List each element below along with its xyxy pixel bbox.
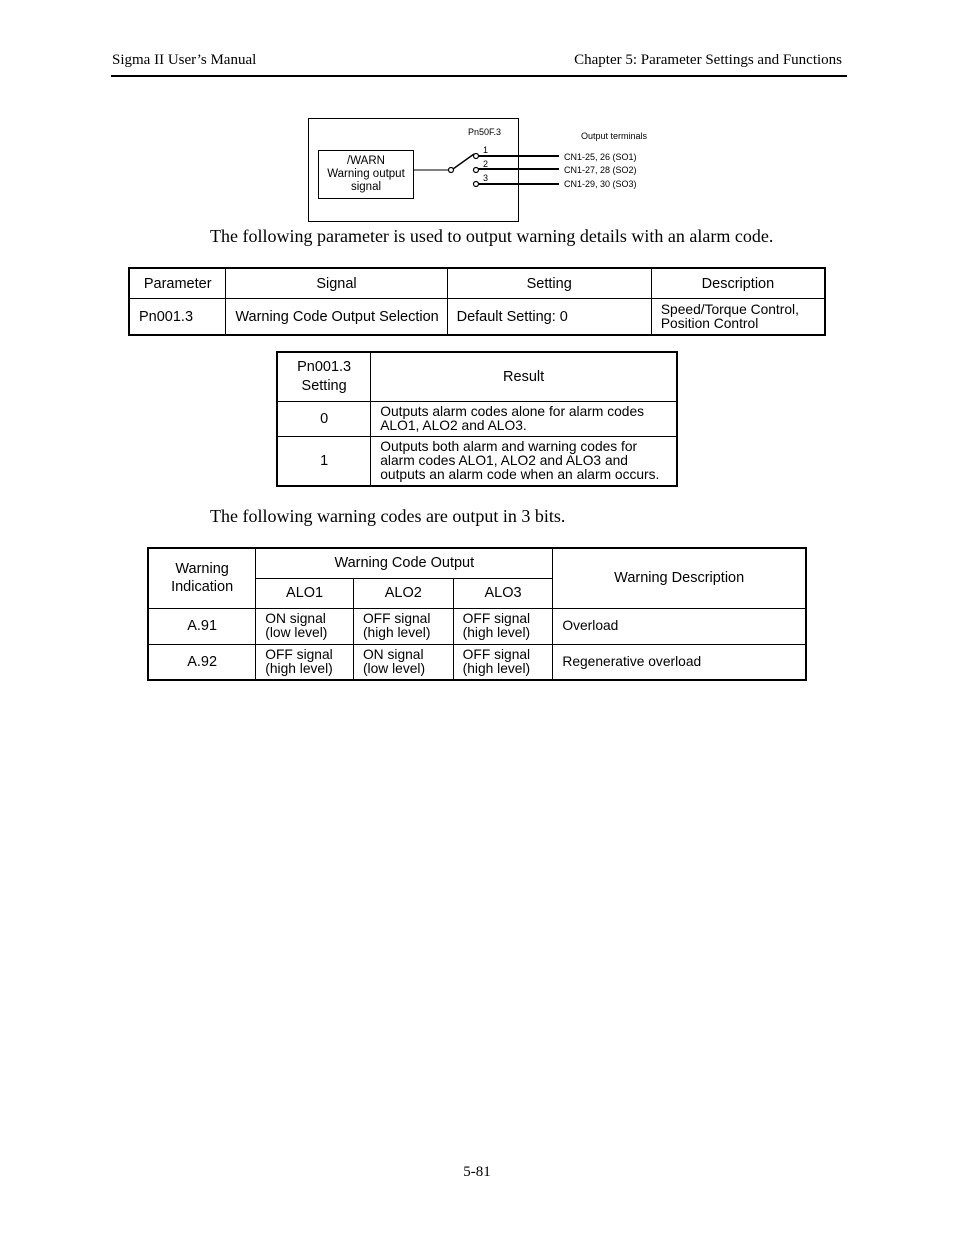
table-row bbox=[277, 436, 677, 486]
col-header-description: Description bbox=[651, 268, 825, 299]
switch-contact-2 bbox=[474, 168, 479, 173]
page-number: 5-81 bbox=[463, 1164, 491, 1180]
switch-position-1: 1 bbox=[483, 145, 489, 155]
alo-signal: ON signal bbox=[362, 646, 424, 662]
col-header-result: Result bbox=[371, 352, 677, 401]
cell-indication: A.92 bbox=[148, 644, 256, 680]
alo-signal: ON signal bbox=[265, 611, 326, 626]
alo-level: (low level) bbox=[362, 660, 426, 676]
header-rule bbox=[111, 75, 847, 77]
setting-result-table bbox=[276, 351, 678, 487]
col-header-setting: Setting bbox=[447, 268, 651, 299]
alo-level: (high level) bbox=[462, 660, 531, 676]
description-line-1: Speed/Torque Control, bbox=[660, 301, 799, 317]
alo-signal: OFF signal bbox=[265, 646, 333, 662]
table-header-row bbox=[148, 548, 806, 578]
cell-description: Overload bbox=[553, 608, 806, 644]
header-chapter-title: Chapter 5: Parameter Settings and Functions bbox=[574, 52, 842, 68]
cell-alo3 bbox=[453, 608, 553, 644]
output-terminals-heading: Output terminals bbox=[581, 131, 648, 141]
switch-position-3: 3 bbox=[483, 173, 489, 183]
cell-signal: Warning Code Output Selection bbox=[226, 299, 447, 336]
cell-setting: Default Setting: 0 bbox=[447, 299, 651, 336]
result-line: alarm codes ALO1, ALO2 and ALO3 and bbox=[380, 452, 628, 468]
description-line-2: Position Control bbox=[660, 315, 759, 331]
switch-contact-3 bbox=[474, 182, 479, 187]
table-row bbox=[277, 401, 677, 436]
switch-position-2: 2 bbox=[483, 159, 489, 169]
switch-param-label: Pn50F.3 bbox=[468, 127, 502, 137]
cell-result bbox=[371, 401, 677, 436]
result-line: ALO1, ALO2 and ALO3. bbox=[380, 417, 527, 433]
switch-arm bbox=[453, 154, 474, 169]
header-manual-title: Sigma II User’s Manual bbox=[112, 52, 257, 68]
alo-signal: OFF signal bbox=[362, 611, 431, 626]
terminal-so3-label: CN1-29, 30 (SO3) bbox=[564, 179, 637, 189]
col-header-warning-code-output: Warning Code Output bbox=[256, 548, 553, 578]
cell-result bbox=[371, 436, 677, 486]
col-header-alo3: ALO3 bbox=[453, 578, 553, 608]
cell-indication: A.91 bbox=[148, 608, 256, 644]
table-header-row bbox=[277, 352, 677, 401]
result-line: Outputs alarm codes alone for alarm codes bbox=[380, 403, 645, 419]
cell-alo3 bbox=[453, 644, 553, 680]
alo-level: (low level) bbox=[265, 625, 328, 640]
col-header-alo1: ALO1 bbox=[256, 578, 354, 608]
result-line: Outputs both alarm and warning codes for bbox=[380, 438, 638, 454]
col-header-parameter: Parameter bbox=[129, 268, 226, 299]
warn-label: /WARN bbox=[347, 155, 385, 167]
cell-description: Regenerative overload bbox=[553, 644, 806, 680]
cell-setting-value: 1 bbox=[277, 436, 371, 486]
table-header-row bbox=[129, 268, 825, 299]
alo-level: (high level) bbox=[462, 625, 531, 640]
cell-description bbox=[651, 299, 825, 336]
cell-alo1 bbox=[256, 644, 354, 680]
col-header-indication bbox=[148, 548, 256, 608]
alo-signal: OFF signal bbox=[462, 646, 531, 662]
setting-header-line-2: Setting bbox=[301, 377, 347, 394]
table-row bbox=[148, 644, 806, 680]
table-row bbox=[129, 299, 825, 336]
intro-paragraph-1: The following parameter is used to output warning details with an alarm code. bbox=[210, 226, 774, 246]
alo-level: (high level) bbox=[265, 660, 333, 676]
setting-header-line-1: Pn001.3 bbox=[297, 358, 352, 375]
alo-signal: OFF signal bbox=[462, 611, 531, 626]
cell-parameter: Pn001.3 bbox=[129, 299, 226, 336]
warning-output-diagram bbox=[300, 112, 660, 227]
col-header-warning-description: Warning Description bbox=[553, 548, 806, 608]
terminal-so1-label: CN1-25, 26 (SO1) bbox=[564, 152, 637, 162]
col-header-setting bbox=[277, 352, 371, 401]
intro-paragraph-2: The following warning codes are output in 3 bits. bbox=[210, 506, 566, 526]
cell-alo2 bbox=[353, 608, 453, 644]
col-header-signal: Signal bbox=[226, 268, 447, 299]
warning-code-table bbox=[147, 547, 807, 681]
terminal-so2-label: CN1-27, 28 (SO2) bbox=[564, 165, 637, 175]
col-header-alo2: ALO2 bbox=[353, 578, 453, 608]
result-line: outputs an alarm code when an alarm occurs. bbox=[380, 466, 660, 482]
switch-contact-1 bbox=[474, 154, 479, 159]
parameter-table bbox=[128, 267, 826, 336]
cell-alo2 bbox=[353, 644, 453, 680]
cell-alo1 bbox=[256, 608, 354, 644]
indication-header-line-2: Indication bbox=[171, 579, 234, 596]
table-row bbox=[148, 608, 806, 644]
warn-desc-line1: Warning output bbox=[327, 168, 405, 180]
alo-level: (high level) bbox=[362, 625, 431, 640]
cell-setting-value: 0 bbox=[277, 401, 371, 436]
warn-desc-line2: signal bbox=[350, 181, 382, 193]
indication-header-line-1: Warning bbox=[175, 561, 229, 578]
switch-common-contact bbox=[449, 168, 454, 173]
